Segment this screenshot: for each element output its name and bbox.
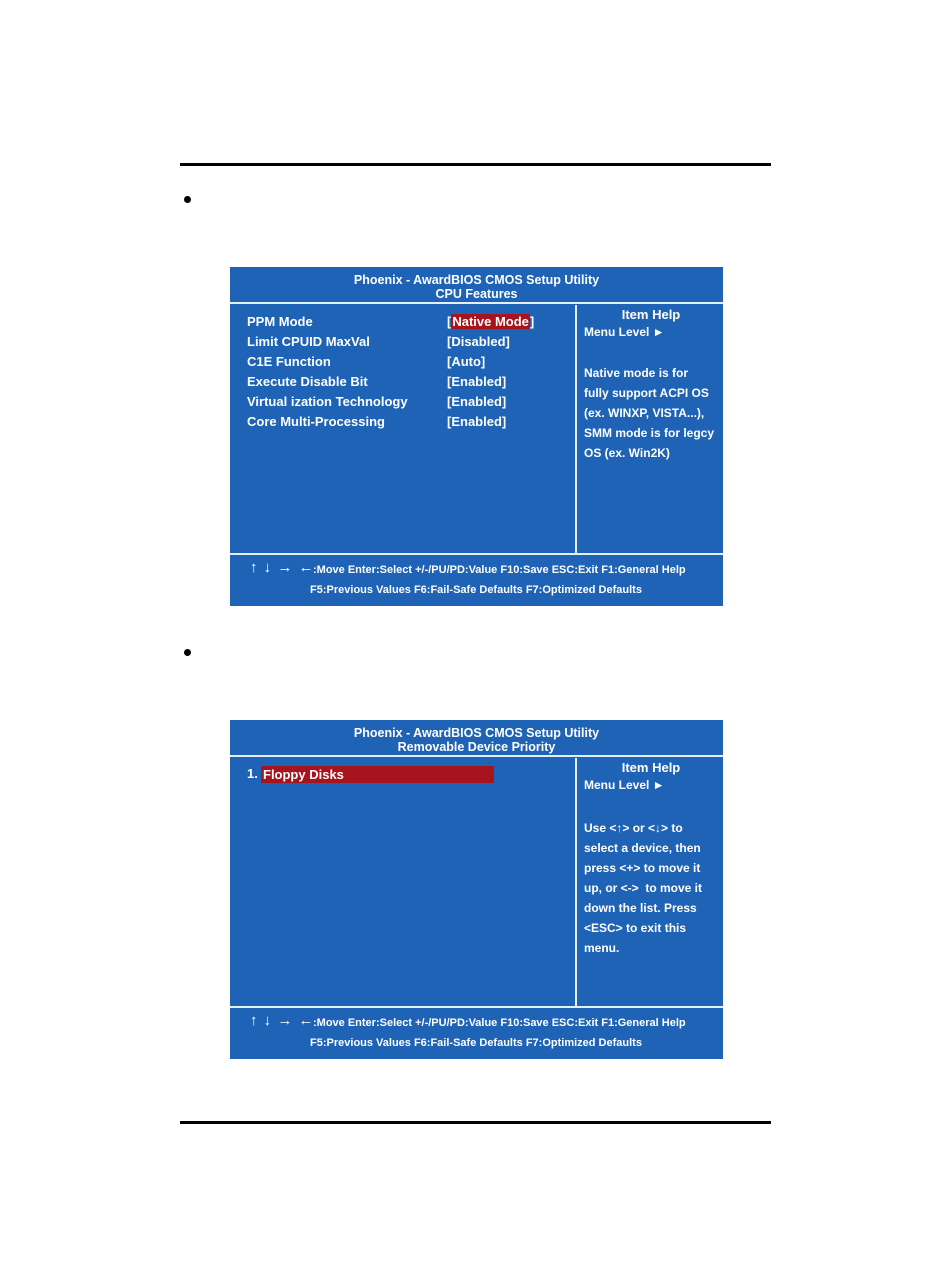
help-title: Item Help (621, 307, 681, 322)
help-text: Native mode is for fully support ACPI OS (ex. WINXP, VISTA...), SMM mode is for legcy OS (ex. Win2K) (584, 366, 715, 460)
bios-title: Phoenix - AwardBIOS CMOS Setup Utility (353, 273, 600, 287)
bracket-close: ] (529, 314, 535, 329)
top-rule (180, 163, 771, 166)
bios-subtitle: Removable Device Priority (397, 740, 556, 754)
setting-value-execute-disable[interactable]: [Enabled] (447, 374, 507, 389)
setting-value-virtualization[interactable]: [Enabled] (447, 394, 507, 409)
setting-value-c1e[interactable]: [Auto] (447, 354, 486, 369)
bios-title: Phoenix - AwardBIOS CMOS Setup Utility (353, 726, 600, 740)
setting-label-limit-cpuid[interactable]: Limit CPUID MaxVal (247, 334, 370, 349)
bottom-rule (180, 1121, 771, 1124)
selected-value[interactable]: Native Mode (452, 314, 529, 329)
setting-label-c1e[interactable]: C1E Function (247, 354, 331, 369)
item-help-panel (579, 758, 723, 1006)
bios-cpu-features-screen (230, 267, 723, 606)
setting-label-core-multi-processing[interactable]: Core Multi-Processing (247, 414, 385, 429)
bullet-2 (184, 649, 191, 656)
help-title: Item Help (621, 760, 681, 775)
key-legend (230, 553, 723, 605)
menu-level: Menu Level ► (584, 778, 665, 792)
bullet-1 (184, 196, 191, 203)
arrow-keys-icon: ↑ ↓ → ← (250, 559, 315, 576)
setting-value-core-multi-processing[interactable]: [Enabled] (447, 414, 507, 429)
key-legend-line-1: :Move Enter:Select +/-/PU/PD:Value F10:Save ESC:Exit F1:General Help (313, 564, 686, 576)
key-legend (230, 1006, 723, 1058)
bios-subtitle: CPU Features (435, 287, 518, 301)
item-help-panel (579, 305, 723, 553)
device-list-panel (230, 758, 577, 1006)
bracket-open: [ (447, 314, 452, 329)
menu-level: Menu Level ► (584, 325, 665, 339)
key-legend-line-2: F5:Previous Values F6:Fail-Safe Defaults F7:Optimized Defaults (310, 584, 642, 596)
bios-header (230, 267, 723, 304)
key-legend-line-1: :Move Enter:Select +/-/PU/PD:Value F10:Save ESC:Exit F1:General Help (313, 1017, 686, 1029)
setting-label-execute-disable[interactable]: Execute Disable Bit (247, 374, 368, 389)
device-item-floppy-disks[interactable]: Floppy Disks (261, 766, 494, 783)
device-number: 1. (247, 766, 258, 781)
bios-header (230, 720, 723, 757)
key-legend-line-2: F5:Previous Values F6:Fail-Safe Defaults F7:Optimized Defaults (310, 1037, 642, 1049)
arrow-keys-icon: ↑ ↓ → ← (250, 1012, 315, 1029)
bios-removable-device-priority-screen (230, 720, 723, 1059)
setting-label-virtualization[interactable]: Virtual ization Technology (247, 394, 408, 409)
setting-label-ppm-mode[interactable]: PPM Mode (247, 314, 313, 329)
settings-panel (230, 305, 577, 553)
help-text: Use <↑> or <↓> to select a device, then press <+> to move it up, or <-> to move it down the list. Press <ESC> to exit this menu. (584, 821, 703, 955)
setting-value-ppm-mode[interactable] (447, 313, 534, 331)
setting-value-limit-cpuid[interactable]: [Disabled] (447, 334, 510, 349)
